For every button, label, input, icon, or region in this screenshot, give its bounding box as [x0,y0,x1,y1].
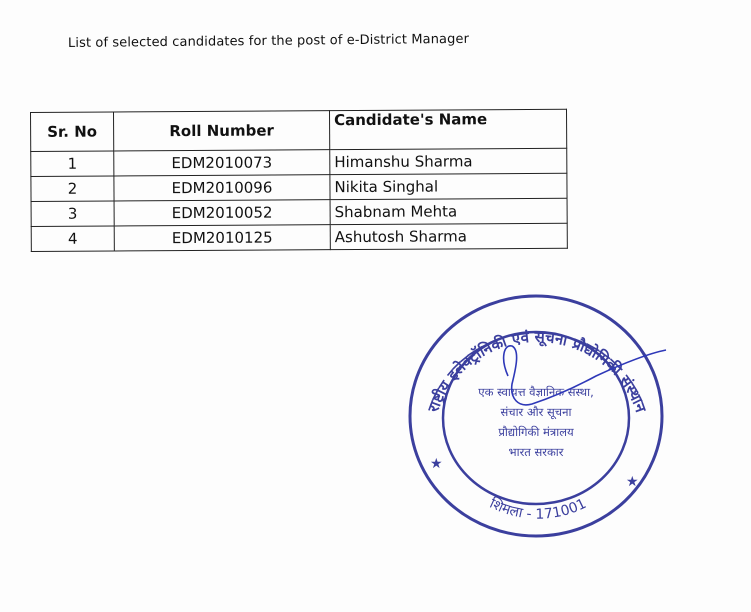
seal-line-2: संचार और सूचना [500,405,572,419]
cell-candidate-name: Nikita Singhal [330,173,567,199]
header-candidate-name: Candidate's Name [329,109,566,149]
header-sr-no: Sr. No [31,112,114,152]
cell-candidate-name: Shabnam Mehta [330,198,567,224]
cell-sr-no: 2 [31,176,114,202]
seal-outer-text: राष्ट्रीय इलेक्ट्रॉनिकी एवं सूचना प्रौद्योगिकी संस्थान [424,327,650,415]
cell-roll-number: EDM2010125 [114,225,330,251]
seal-star-left-icon: ★ [430,456,443,472]
cell-candidate-name: Himanshu Sharma [330,148,567,174]
seal-bottom-text: शिमला - 171001 [487,495,589,523]
seal-star-right-icon: ★ [626,474,639,490]
header-roll-number: Roll Number [114,111,330,151]
seal-line-1: एक स्वायत्त वैज्ञानिक संस्था, [478,385,594,399]
cell-candidate-name: Ashutosh Sharma [330,223,567,249]
official-seal-stamp [400,288,672,540]
cell-sr-no: 3 [31,201,114,227]
document-title: List of selected candidates for the post of e-District Manager [67,31,470,51]
table-row [31,223,567,251]
candidates-table [30,109,568,252]
table-header-row [31,109,567,151]
cell-sr-no: 4 [31,226,114,252]
seal-line-4: भारत सरकार [508,445,564,459]
cell-roll-number: EDM2010052 [114,200,330,226]
table-row [31,148,567,176]
table-row [31,173,567,201]
cell-sr-no: 1 [31,151,114,177]
cell-roll-number: EDM2010096 [114,175,330,201]
candidates-table-container [30,109,568,252]
seal-line-3: प्रौद्योगिकी मंत्रालय [498,425,574,439]
cell-roll-number: EDM2010073 [114,150,330,176]
table-row [31,198,567,226]
